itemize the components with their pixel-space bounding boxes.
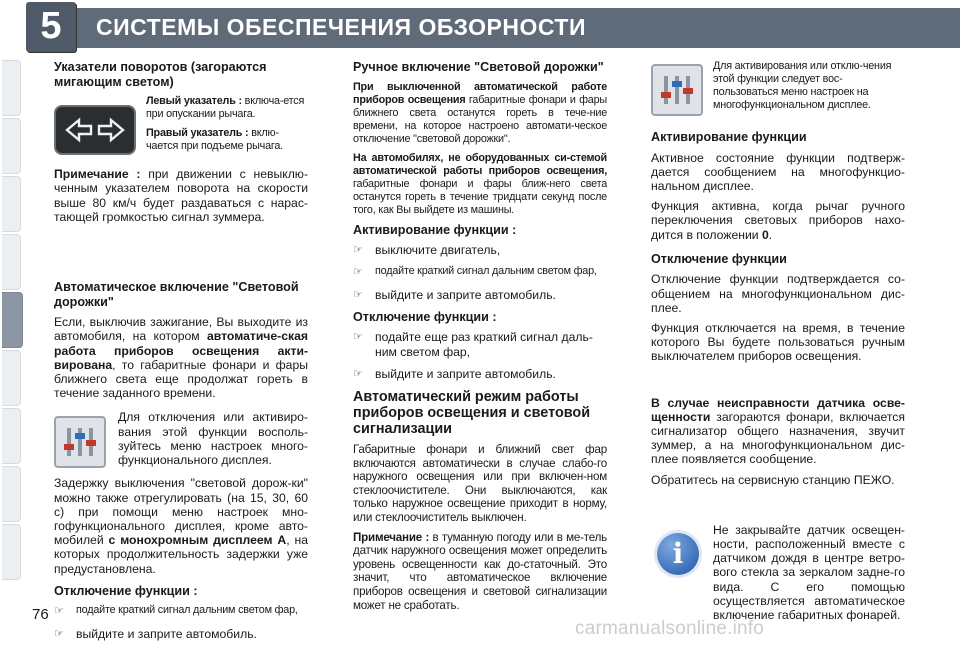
activation-p2 xyxy=(651,199,905,242)
deactivation-p1: Отключение функции подтверждается со-общением на многофункциональном дис-плее. xyxy=(651,272,905,315)
section-title-auto-light-path: Автоматическое включение "Световой дорожки" xyxy=(54,280,299,309)
list-item xyxy=(54,604,308,618)
list-item-text: подайте краткий сигнал дальним светом фар, xyxy=(76,604,298,617)
chapter-tab[interactable] xyxy=(2,176,21,232)
menu-settings-icon xyxy=(651,64,703,116)
subtitle-activation: Активирование функции : xyxy=(353,222,517,237)
menu-block xyxy=(54,410,308,468)
list-item xyxy=(353,243,607,257)
text: , на которых продолжительность задержки уже предустановлена. xyxy=(54,533,309,576)
text: загораются фонари, включается сигнализатор общего назначения, звучит зуммер, а на многофункциональном дис-плее появляется сообщение. xyxy=(651,409,905,467)
watermark: carmanualsonline.info xyxy=(575,618,765,639)
subtitle-deactivation: Отключение функции : xyxy=(54,583,198,598)
subtitle-activation: Активирование функции xyxy=(651,130,807,144)
section-title-auto-lighting: Автоматический режим работы приборов освещения и световой сигнализации xyxy=(353,389,591,437)
pointing-hand-icon: ☞ xyxy=(54,627,64,640)
chapter-tab[interactable] xyxy=(2,60,21,116)
list-item-text: выйдите и заприте автомобиль. xyxy=(76,626,257,641)
manual-p1 xyxy=(353,81,607,146)
chapter-tab[interactable] xyxy=(2,350,21,406)
turn-signal-icon xyxy=(54,105,136,155)
auto-light-path-p3 xyxy=(54,476,308,575)
manual-p2 xyxy=(353,152,607,217)
right-signal-text: вклю-чается при подъеме рычага. xyxy=(146,127,283,153)
note-label: Примечание : xyxy=(353,530,430,544)
pointing-hand-icon: ☞ xyxy=(353,331,363,344)
bold-text: 0 xyxy=(761,227,769,242)
pointing-hand-icon: ☞ xyxy=(353,288,363,301)
text: Функция активна, когда рычаг ручного переключения световых приборов нахо-дится в положении xyxy=(651,199,905,242)
chapter-tab[interactable] xyxy=(2,408,21,464)
right-signal-label: Правый указатель : xyxy=(146,127,249,140)
note-text: при движении с невыклю-ченным указателем поворота на скорости выше 80 км/ч будет раздаваться с нарас-тающей громкостью сигнал зуммера. xyxy=(54,167,309,224)
column-left xyxy=(54,60,308,649)
left-signal-text: включа-ется при опускании рычага. xyxy=(146,95,305,121)
chapter-tab[interactable] xyxy=(2,234,21,290)
bold-text: с монохромным дисплеем А xyxy=(108,533,287,548)
section-title-turn-signals: Указатели поворотов (загораются мигающим светом) xyxy=(54,60,267,89)
text: Если, выключив зажигание, Вы выходите из автомобиля, на котором xyxy=(54,315,308,344)
chapter-tab[interactable] xyxy=(2,118,21,174)
turn-signal-desc xyxy=(146,95,308,159)
sensor-fault-p1 xyxy=(651,396,905,467)
text: , то габаритные фонари и фары ближнего света еще продолжат гореть в течение заданного времени. xyxy=(54,357,308,401)
pointing-hand-icon: ☞ xyxy=(54,605,64,618)
section-title-manual-light-path: Ручное включение "Световой дорожки" xyxy=(353,60,604,74)
text: габаритные фонари и фары ближнего света останутся гореть в тече-ние времени, на которое настроено автомати-ческое отключение "световой дорожки". xyxy=(353,93,607,145)
list-item-text: выключите двигатель, xyxy=(375,243,501,258)
menu-settings-icon xyxy=(54,416,106,468)
left-signal-label: Левый указатель : xyxy=(146,95,242,108)
list-item xyxy=(353,330,607,358)
subtitle-deactivation: Отключение функции : xyxy=(353,309,497,324)
info-block xyxy=(651,523,905,622)
list-item-text: подайте еще раз краткий сигнал даль-ним светом фар, xyxy=(375,330,593,359)
chapter-tab[interactable] xyxy=(2,466,21,522)
subtitle-deactivation: Отключение функции xyxy=(651,251,787,266)
bold-text: При выключенной автоматической работе приборов освещения xyxy=(353,80,607,106)
bold-text: В случае неисправности датчика осве-щенности xyxy=(651,395,905,424)
activation-p1: Активное состояние функции подтверж-дается сообщением на многофункцио-нальном дисплее. xyxy=(651,150,905,193)
chapter-title: СИСТЕМЫ ОБЕСПЕЧЕНИЯ ОБЗОРНОСТИ xyxy=(96,14,587,40)
page-header xyxy=(0,0,960,52)
pointing-hand-icon: ☞ xyxy=(353,244,363,257)
auto-lighting-note xyxy=(353,531,607,613)
list-item-text: выйдите и заприте автомобиль. xyxy=(375,366,556,381)
sensor-fault-p2: Обратитесь на сервисную станцию ПЕЖО. xyxy=(651,472,895,487)
pointing-hand-icon: ☞ xyxy=(353,367,363,380)
auto-light-path-p1 xyxy=(54,315,308,400)
turn-signal-note xyxy=(54,167,308,224)
list-item xyxy=(353,367,607,381)
column-right xyxy=(651,60,905,622)
text: габаритные фонари и фары ближ-него света останутся гореть в течение тридцати секунд после того, как Вы выйдете из машины. xyxy=(353,177,607,216)
menu-text: Для активирования или отклю-чения этой функции следует вос-пользоваться меню настроек на многофункциональном дисплее. xyxy=(713,60,892,111)
list-item-text: подайте краткий сигнал дальним светом фар, xyxy=(375,265,597,278)
chapter-number: 5 xyxy=(26,2,76,52)
menu-block xyxy=(651,60,905,116)
chapter-tab[interactable] xyxy=(2,524,21,580)
chapter-tab-active[interactable] xyxy=(2,292,23,348)
note-label: Примечание : xyxy=(54,167,141,182)
list-item xyxy=(353,265,607,279)
text: . xyxy=(768,227,773,242)
note-text: в туманную погоду или в ме-тель датчик наружного освещения может определить уровень освещенности как до-статочный. Это значит, что автоматическое включение приборов освещения и световой сигнализации может не сработать. xyxy=(353,530,608,612)
menu-text: Для отключения или активиро-вания этой функции восполь-зуйтесь меню настроек много-функционального дисплея. xyxy=(118,410,308,468)
deactivation-p2: Функция отключается на время, в течение которого Вы будете пользоваться ручным выключателем приборов освещения. xyxy=(651,321,905,364)
page-number: 76 xyxy=(32,606,49,623)
info-icon: i xyxy=(657,533,699,575)
list-item-text: выйдите и заприте автомобиль. xyxy=(375,287,556,302)
bold-text: На автомобилях, не оборудованных си-стемой автоматической работы приборов освещения, xyxy=(353,151,607,177)
text: Задержку выключения "световой дорож-ки" можно также отрегулировать (на 15, 30, 60 с) при помощи меню настроек мно-гофункционального дисплея, кроме авто-мобилей xyxy=(54,476,308,548)
list-item xyxy=(54,627,308,641)
pointing-hand-icon: ☞ xyxy=(353,266,363,279)
turn-signal-block xyxy=(54,95,308,159)
bold-text: автоматиче-ская работа приборов освещения акти-вирована xyxy=(54,329,308,372)
column-middle xyxy=(353,60,607,618)
list-item xyxy=(353,288,607,302)
auto-lighting-p1: Габаритные фонари и ближний свет фар включаются автоматически в случае слабо-го наружного освещения или при включен-ном стеклоочистителе. Они выключаются, как только наружное освещение приходит в норму, или стеклоочиститель выключен. xyxy=(353,443,607,524)
info-text: Не закрывайте датчик освещен-ности, расположенный вместе с датчиком дождя в центре ветро-вого стекла за зеркалом задне-го вида. С его помощью осуществляется автоматическое включение габаритных фонарей. xyxy=(713,522,905,623)
